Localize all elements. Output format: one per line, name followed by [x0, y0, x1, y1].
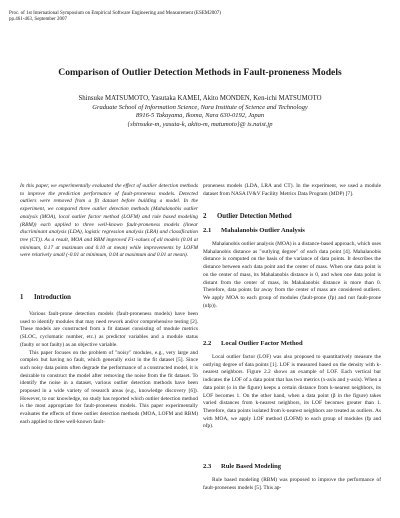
proceedings-header: [9, 11, 221, 23]
paragraph: This paper focuses on the problem of "noisy" modules, e.g., very large and complex but having no fault, which generally exist in the fit dataset [5]. Since such noisy data points often degrade the performance of a constructed model, it is desirable to construct the model after removing the noise from the fit dataset. To identify the noise in a dataset, various outlier detection methods have been proposed in a wide variety of research areas (e.g., knowledge discovery [6]). However, to our knowledge, no study has reported which outlier detection method is the most appropriate for fault-proneness models. This paper experimentally evaluates the effects of three outlier detection methods (MOA, LOFM and RBM) each applied to three well-known fault-: [20, 349, 198, 425]
section-heading-introduction: [20, 293, 71, 302]
paragraph: Local outlier factor (LOF) was also proposed to quantitatively measure the outlying degree of data points [1]. LOF is measured based on the density with k-nearest neighbors. Figure 2.2 shows an example of LOF. Each vertical bar indicates the LOF of a data point that has two metrics (x-axis and y-axis). When a data point (o in the figure) keeps a certain distance from k-nearest neighbors, its LOF becomes 1. On the other hand, when a data point (β in the figure) takes varied distances from k-nearest neighbors, its LOF becomes greater than 1. Therefore, data points isolated from k-nearest neighbors are treated as outliers. As with MOA, we apply LOF method (LOFM) to each group of modules (fp and nfp).: [203, 354, 381, 430]
section-title: Outlier Detection Method: [217, 213, 292, 220]
subsection-title: Local Outlier Factor Method: [221, 340, 303, 347]
subsection-title: Rule Based Modeling: [221, 463, 282, 470]
abstract-continuation: proneness models (LDA, LRA and CT). In the experiment, we used a module dataset from NASA IV&V Facility Metrics Data Program (MDP) [7].: [203, 183, 381, 197]
author-block: [20, 95, 380, 129]
subsection-number: 2.1: [203, 227, 212, 234]
paper-title: Comparison of Outlier Detection Methods in Fault-proneness Models: [58, 67, 342, 78]
subsection-heading-rbm: [203, 462, 281, 471]
lof-body: [203, 354, 381, 431]
section-heading-outlier-detection: [203, 212, 292, 221]
affiliation-line-2: 8916-5 Takayama, Ikoma, Nara 630-0192, Japan: [135, 112, 265, 119]
author-names: Shinsuke MATSUMOTO, Yasutaka KAMEI, Akito MONDEN, Ken-ichi MATSUMOTO: [78, 95, 322, 102]
subsection-number: 2.3: [203, 463, 212, 470]
introduction-body: [20, 311, 198, 427]
abstract: In this paper, we experimentally evaluated the effect of outlier detection methods to improve the prediction performance of fault-proneness models. Detected outliers were removed from a fit dataset before building a model. In the experiment, we compared three outlier detection methods (Mahalanobis outlier analysis (MOA), local outlier factor method (LOFM) and rule based modeling (RBM)) each applied to three well-known fault-proneness models (linear discriminant analysis (LDA), logistic regression analysis (LRA) and classification tree (CT)). As a result, MOA and RBM improved F1-values of all models (0.04 at minimum, 0.17 at maximum and 0.10 at mean) while improvements by LOFM were relatively small (-0.01 at minimum, 0.04 at maximum and 0.01 at mean).: [20, 183, 198, 259]
subsection-heading-lof: [203, 339, 303, 348]
subsection-title: Mahalanobis Outlier Analysis: [221, 227, 305, 234]
paragraph: Rule based modeling (RBM) was proposed to improve the performance of fault-proneness models [5]. This ap-: [203, 477, 381, 491]
rbm-body: [203, 477, 381, 492]
paragraph: Various fault-prone detection models (fault-proneness models) have been used to identify modules that may need rework and/or comprehensive testing [2]. These models are constructed from a fit dataset consisting of module metrics (SLOC, cyclomatic number, etc.) as predictor variables and a module status (faulty or not faulty) as an objective variable.: [20, 311, 198, 348]
subsection-heading-moa: [203, 226, 305, 235]
author-email: {shinsuke-m, yasuta-k, akito-m, matumoto}@ is.naist.jp: [127, 120, 273, 128]
section-title: Introduction: [34, 294, 71, 301]
affiliation-line-1: Graduate School of Information Science, Nara Institute of Science and Technology: [92, 103, 308, 111]
proceedings-line-2: pp.461-463, September 2007: [9, 17, 68, 22]
section-number: 1: [20, 294, 24, 301]
proceedings-line-1: Proc. of 1st International Symposium on Empirical Software Engineering and Measurement (ESEM2007): [9, 11, 221, 16]
moa-body: [203, 241, 381, 310]
subsection-number: 2.2: [203, 340, 212, 347]
paragraph: Mahalanobis outlier analysis (MOA) is a distance-based approach, which uses Mahalanobis distance as "outlying degree" of each data point [4]. Mahalanobis distance is computed on the basis of the variance of data points. It describes the distance between each data point and the center of mass. When one data point is on the center of mass, its Mahalanobis distance is 0, and when one data point is distant from the center of mass, its Mahalanobis distance is more than 0. Therefore, data points far away from the center of mass are considered outliers. We apply MOA to each group of modules (fault-prone (fp) and not fault-prone (nfp)).: [203, 241, 381, 309]
section-number: 2: [203, 213, 207, 220]
